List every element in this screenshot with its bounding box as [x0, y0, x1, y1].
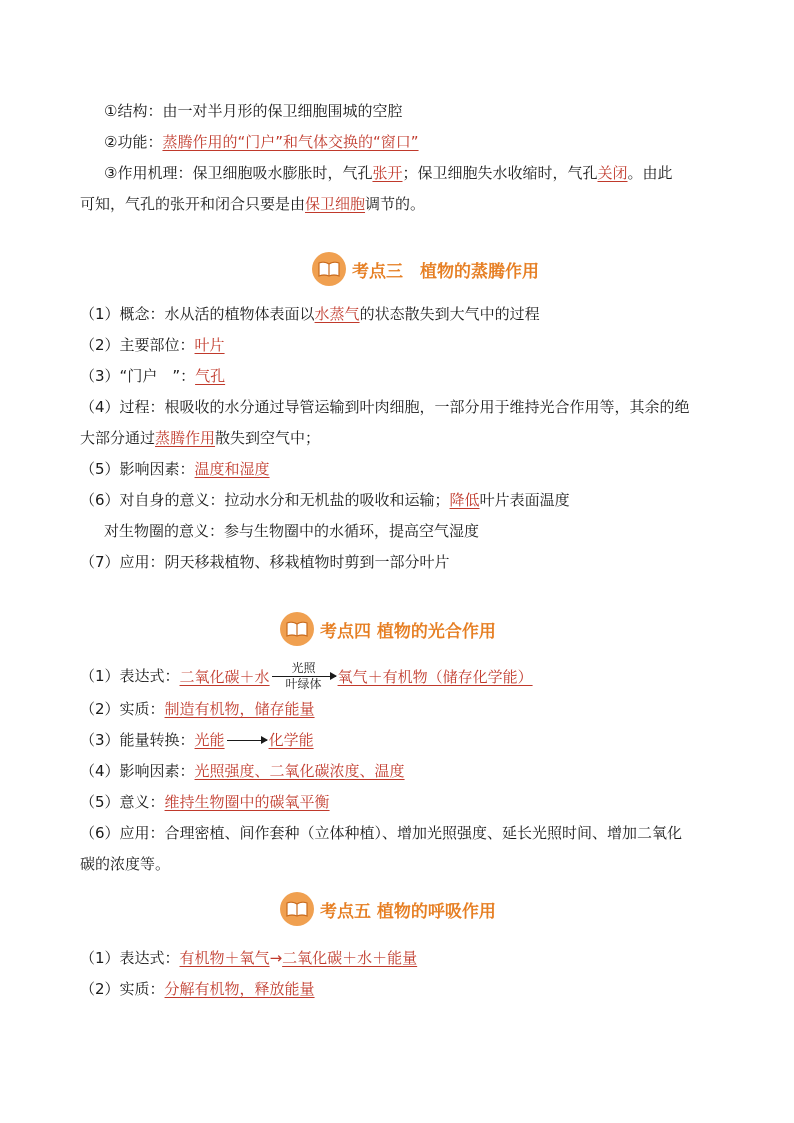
sec3-line-7 — [80, 551, 450, 573]
mechanism-text-b: ；保卫细胞失水收缩时，气孔 — [402, 164, 598, 182]
sec5-line-2 — [80, 978, 315, 1000]
answer-leaf: 叶片 — [194, 336, 225, 354]
answer-vapor: 水蒸气 — [314, 305, 360, 323]
sec3-line-4b — [80, 427, 320, 449]
structure-label: ①结构： — [104, 102, 163, 120]
condition-light: 光照 — [291, 661, 316, 675]
reaction-arrow — [272, 662, 336, 691]
answer-essence: 制造有机物，储存能量 — [164, 700, 315, 718]
formula-products: 氧气＋有机物（储存化学能） — [337, 667, 533, 686]
function-answer: 蒸腾作用的“门户”和气体交换的“窗口” — [162, 133, 419, 151]
stoma-mechanism-line — [104, 162, 673, 184]
text: （2）实质： — [80, 700, 165, 718]
text: 大部分通过 — [80, 429, 156, 447]
sec4-line-4 — [80, 760, 405, 782]
arrow-icon — [272, 676, 336, 677]
section-3-title: 考点三 植物的蒸腾作用 — [352, 261, 539, 282]
text: （4）过程：根吸收的水分通过导管运输到叶肉细胞，一部分用于维持光合作用等，其余的绝 — [80, 398, 690, 416]
answer-factors: 光照强度、二氧化碳浓度、温度 — [194, 762, 405, 780]
sec4-line-5 — [80, 791, 330, 813]
formula-reactants: 有机物＋氧气 — [179, 949, 270, 967]
stoma-structure-line — [104, 100, 402, 122]
answer-significance: 维持生物圈中的碳氧平衡 — [164, 793, 330, 811]
text: （2）主要部位： — [80, 336, 195, 354]
text: （6）应用：合理密植、间作套种（立体种植）、增加光照强度、延长光照时间、增加二氧化 — [80, 824, 683, 842]
sec4-line-6b — [80, 853, 170, 875]
text: （2）实质： — [80, 980, 165, 998]
sec3-line-6 — [80, 489, 570, 511]
text: （5）意义： — [80, 793, 165, 811]
sec4-line-1 — [80, 661, 533, 692]
book-icon — [280, 892, 314, 926]
arrow-icon — [227, 740, 267, 741]
sec5-line-1 — [80, 947, 417, 969]
answer-lower: 降低 — [449, 491, 480, 509]
text: 碳的浓度等。 — [80, 855, 171, 873]
sec3-line-5 — [80, 458, 270, 480]
section-4-heading — [280, 612, 496, 646]
answer-stoma: 气孔 — [195, 367, 226, 385]
sec3-line-6b — [104, 520, 479, 542]
text: （1）表达式： — [80, 667, 180, 685]
formula-products: 二氧化碳＋水＋能量 — [282, 949, 418, 967]
mechanism-label: ③作用机理： — [104, 164, 193, 182]
answer-chemical-energy: 化学能 — [268, 731, 314, 749]
answer-open: 张开 — [372, 164, 403, 182]
book-icon — [312, 252, 346, 286]
text: 对生物圈的意义：参与生物圈中的水循环，提高空气湿度 — [104, 522, 480, 540]
text: （5）影响因素： — [80, 460, 195, 478]
formula-reactants: 二氧化碳＋水 — [179, 667, 270, 686]
answer-guard-cell: 保卫细胞 — [305, 195, 366, 213]
condition-chloroplast: 叶绿体 — [285, 677, 322, 691]
mechanism-text-a: 保卫细胞吸水膨胀时，气孔 — [192, 164, 373, 182]
mechanism-text-e: 调节的。 — [365, 195, 426, 213]
text: 的状态散失到大气中的过程 — [359, 305, 540, 323]
answer-light-energy: 光能 — [194, 731, 225, 749]
mechanism-text-c: 。由此 — [627, 164, 673, 182]
text: （4）影响因素： — [80, 762, 195, 780]
text: （6）对自身的意义：拉动水分和无机盐的吸收和运输； — [80, 491, 450, 509]
section-5-title: 考点五 植物的呼吸作用 — [320, 901, 496, 922]
text: （3）“门户 ”： — [80, 367, 196, 385]
sec4-line-6 — [80, 822, 682, 844]
text: （1）概念：水从活的植物体表面以 — [80, 305, 315, 323]
text: （1）表达式： — [80, 949, 180, 967]
sec3-line-2 — [80, 334, 225, 356]
text: （7）应用：阴天移栽植物、移栽植物时剪到一部分叶片 — [80, 553, 450, 571]
photosynthesis-formula — [180, 662, 533, 692]
section-3-heading — [312, 252, 539, 286]
sec4-line-2 — [80, 698, 315, 720]
answer-closed: 关闭 — [597, 164, 628, 182]
stoma-mechanism-line-2 — [80, 193, 425, 215]
stoma-function-line — [104, 131, 419, 153]
function-label: ②功能： — [104, 133, 163, 151]
answer-transpiration: 蒸腾作用 — [155, 429, 216, 447]
sec3-line-3 — [80, 365, 225, 387]
text: 叶片表面温度 — [479, 491, 570, 509]
text: （3）能量转换： — [80, 731, 195, 749]
section-4-title: 考点四 植物的光合作用 — [320, 621, 496, 642]
mechanism-text-d: 可知，气孔的张开和闭合只要是由 — [80, 195, 306, 213]
structure-text: 由一对半月形的保卫细胞围城的空腔 — [162, 102, 403, 120]
section-5-heading — [280, 892, 496, 926]
book-icon — [280, 612, 314, 646]
answer-essence: 分解有机物，释放能量 — [164, 980, 315, 998]
answer-factors: 温度和湿度 — [194, 460, 270, 478]
sec3-line-4 — [80, 396, 690, 418]
sec3-line-1 — [80, 303, 540, 325]
text: 散失到空气中； — [215, 429, 321, 447]
sec4-line-3 — [80, 729, 314, 751]
arrow-icon: → — [269, 949, 283, 967]
